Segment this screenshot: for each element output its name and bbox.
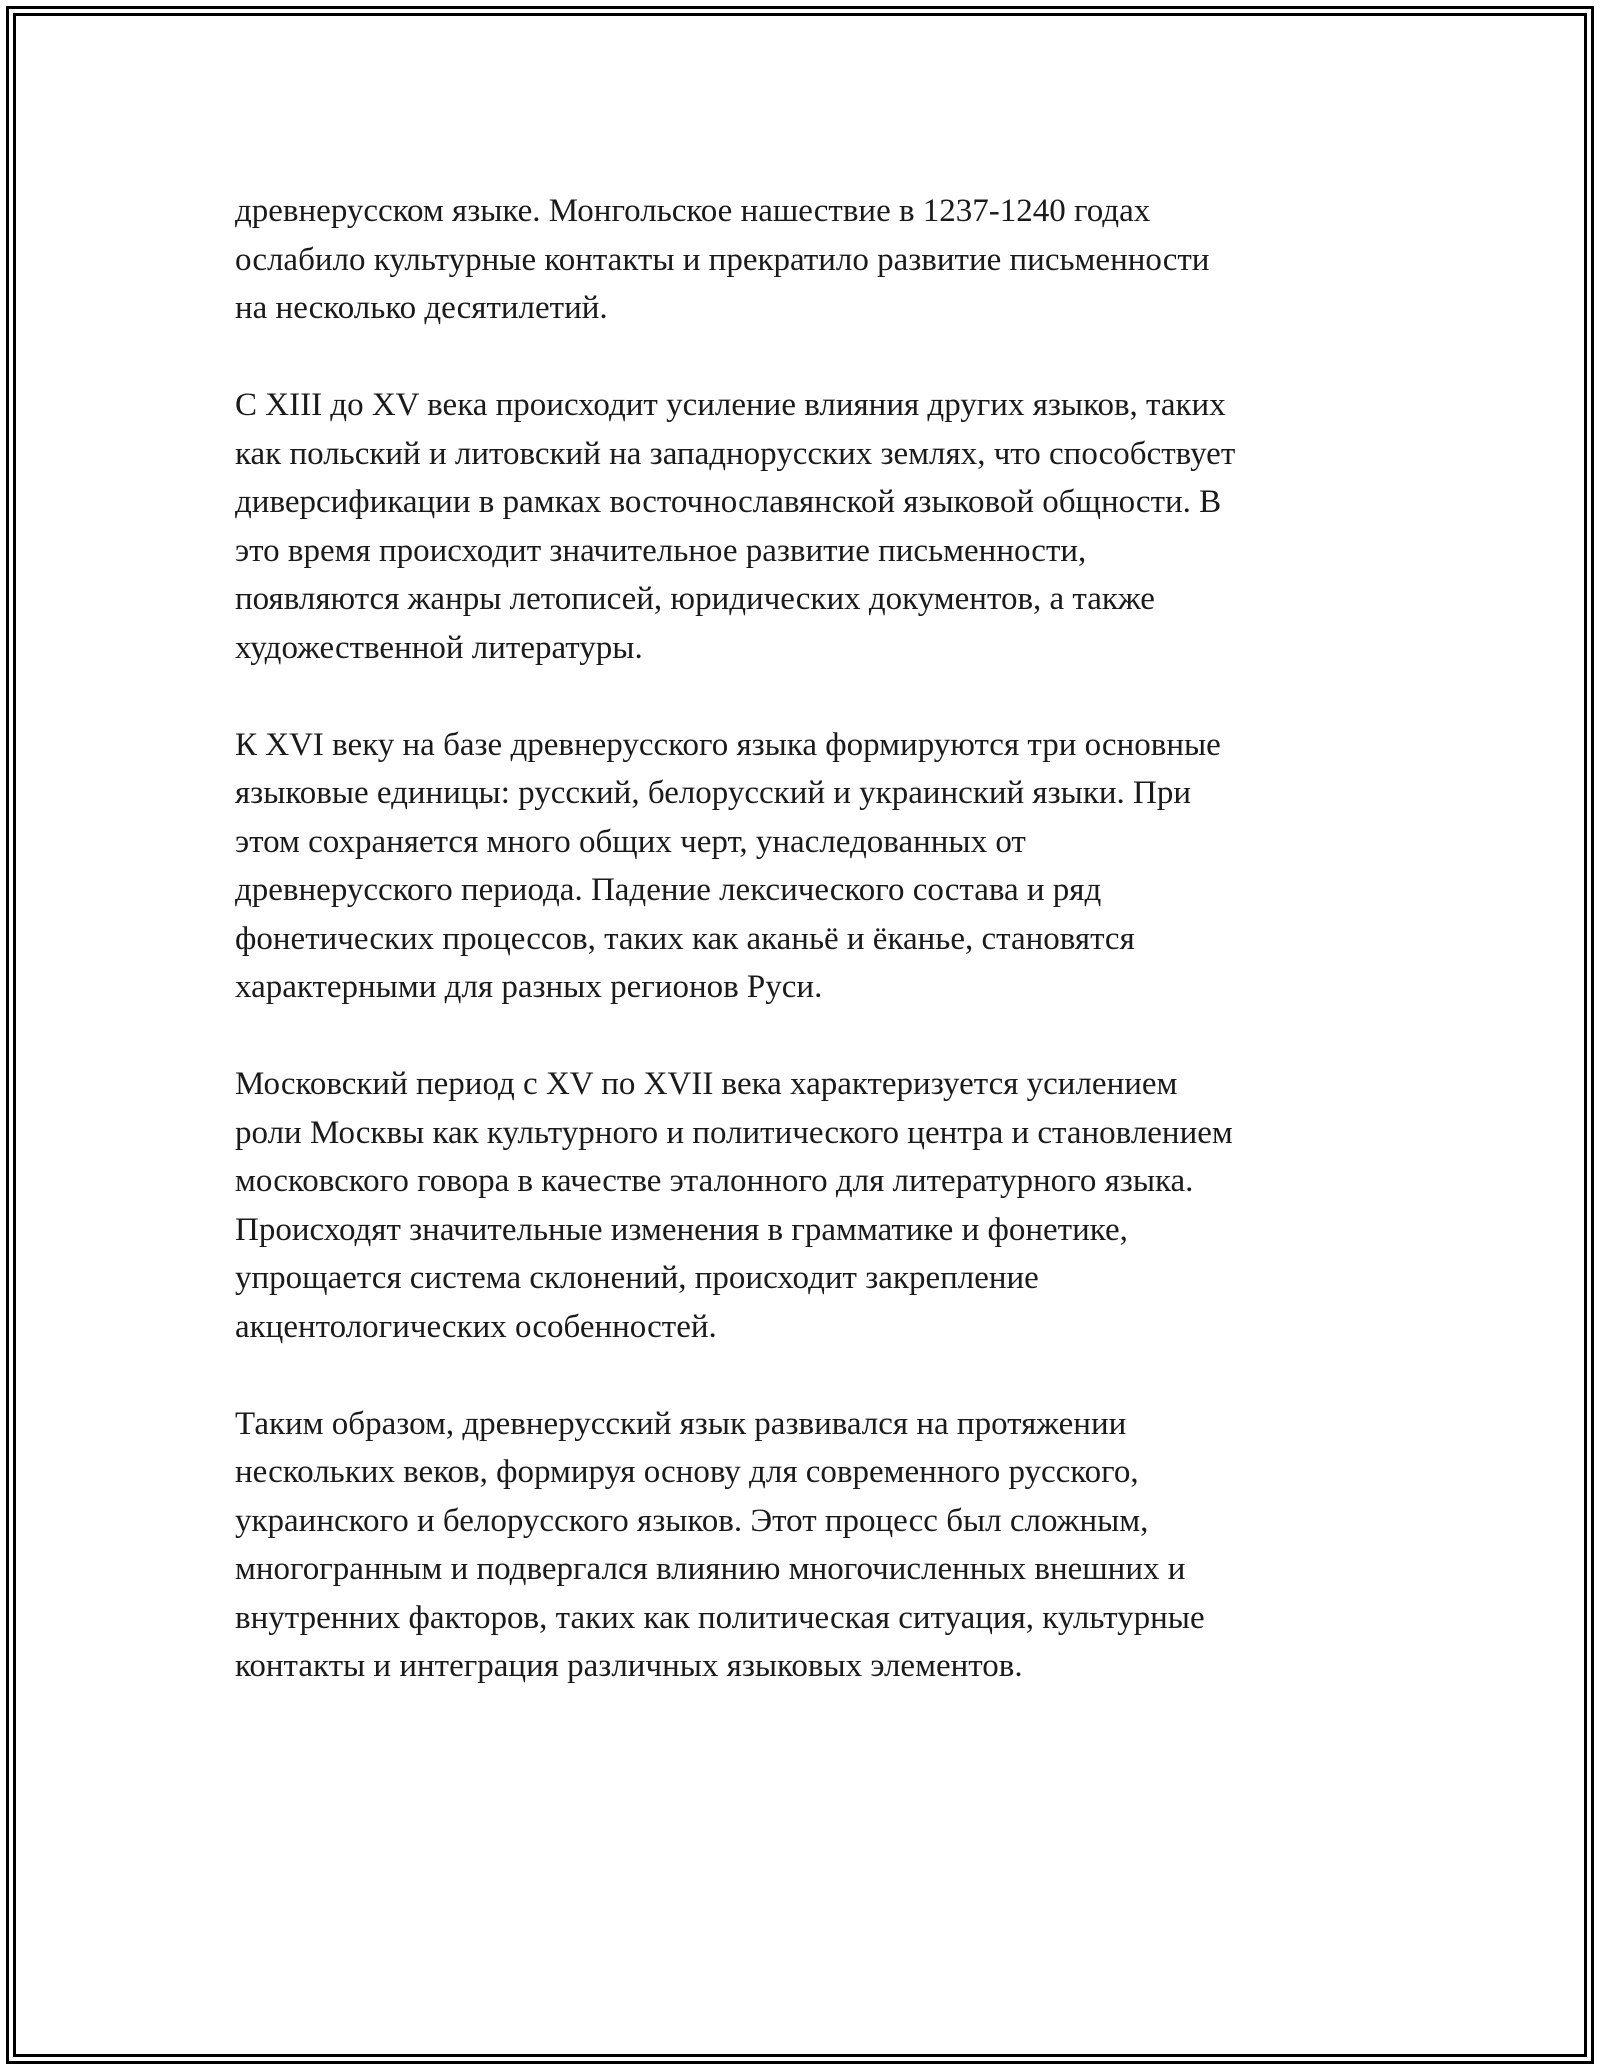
- text-line: украинского и белорусского языков. Этот процесс был сложным,: [235, 1502, 1149, 1539]
- text-line: языковые единицы: русский, белорусский и украинский языки. При: [235, 775, 1192, 811]
- text-line: контакты и интеграция различных языковых элементов.: [235, 1648, 1023, 1684]
- text-line: нескольких веков, формируя основу для современного русского,: [235, 1454, 1139, 1490]
- text-line: С XIII до XV века происходит усиление влияния других языков, таких: [235, 387, 1226, 423]
- text-line: древнерусского периода. Падение лексического состава и ряд: [235, 872, 1102, 908]
- text-line: древнерусском языке. Монгольское нашествие в 1237-1240 годах: [235, 193, 1151, 229]
- text-line: появляются жанры летописей, юридических документов, а также: [235, 581, 1155, 617]
- paragraph-5: [235, 1400, 1365, 1691]
- text-line: московского говора в качестве эталонного для литературного языка.: [235, 1163, 1194, 1199]
- text-line: упрощается система склонений, происходит закрепление: [235, 1260, 1039, 1296]
- paragraph-4: [235, 1060, 1365, 1351]
- text-line: художественной литературы.: [235, 629, 643, 666]
- paragraph-2: [235, 381, 1365, 672]
- text-line: характерными для разных регионов Руси.: [235, 969, 823, 1005]
- text-line: Происходят значительные изменения в грамматике и фонетике,: [235, 1211, 1128, 1248]
- text-line: К XVI веку на базе древнерусского языка формируются три основные: [235, 726, 1221, 763]
- text-line: диверсификации в рамках восточнославянской языковой общности. В: [235, 484, 1222, 520]
- text-line: Московский период с XV по XVII века характеризуется усилением: [235, 1066, 1178, 1102]
- text-line: фонетических процессов, таких как аканьё и ёканье, становятся: [235, 920, 1135, 957]
- text-line: роли Москвы как культурного и политического центра и становлением: [235, 1114, 1233, 1151]
- text-line: Таким образом, древнерусский язык развивался на протяжении: [235, 1405, 1127, 1442]
- text-line: как польский и литовский на западнорусских землях, что способствует: [235, 435, 1236, 472]
- text-line: акцентологических особенностей.: [235, 1308, 717, 1345]
- text-line: этом сохраняется много общих черт, унаследованных от: [235, 823, 1026, 860]
- document-body: [235, 187, 1365, 1739]
- paragraph-3: [235, 721, 1365, 1012]
- text-line: это время происходит значительное развитие письменности,: [235, 532, 1087, 569]
- text-line: на несколько десятилетий.: [235, 290, 608, 326]
- text-line: внутренних факторов, таких как политическая ситуация, культурные: [235, 1599, 1205, 1636]
- paragraph-1: [235, 187, 1365, 333]
- text-line: ослабило культурные контакты и прекратило развитие письменности: [235, 241, 1210, 278]
- text-line: многогранным и подвергался влиянию многочисленных внешних и: [235, 1551, 1186, 1587]
